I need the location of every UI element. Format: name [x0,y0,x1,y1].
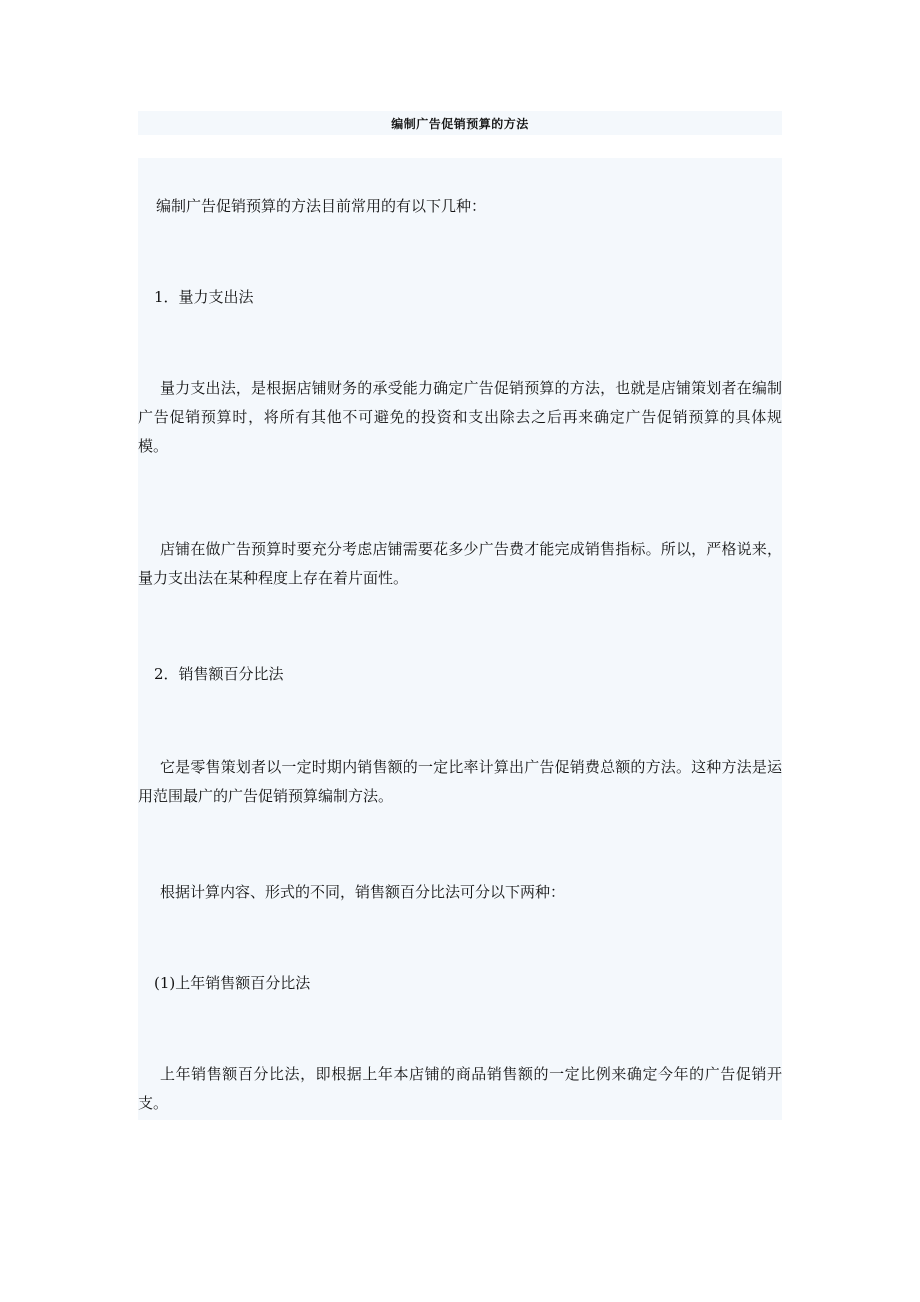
intro-paragraph: 编制广告促销预算的方法目前常用的有以下几种： [156,197,487,215]
subsection-heading-1: (1)上年销售额百分比法 [154,974,311,992]
section-heading-1: 1．量力支出法 [154,288,254,306]
document-title: 编制广告促销预算的方法 [391,116,529,131]
document-body [138,158,782,1120]
paragraph-2: 店铺在做广告预算时要充分考虑店铺需要花多少广告费才能完成销售指标。所以，严格说来，量力支出法在某种程度上存在着片面性。 [138,540,782,587]
paragraph-5: 上年销售额百分比法，即根据上年本店铺的商品销售额的一定比例来确定今年的广告促销开支。 [138,1065,782,1112]
paragraph-4: 根据计算内容、形式的不同，销售额百分比法可分以下两种： [160,883,566,901]
paragraph-1: 量力支出法，是根据店铺财务的承受能力确定广告促销预算的方法，也就是店铺策划者在编制广告促销预算时，将所有其他不可避免的投资和支出除去之后再来确定广告促销预算的具体规模。 [138,379,782,455]
paragraph-3: 它是零售策划者以一定时期内销售额的一定比率计算出广告促销费总额的方法。这种方法是运用范围最广的广告促销预算编制方法。 [138,758,782,805]
title-band [138,111,782,135]
section-heading-2: 2．销售额百分比法 [154,665,284,683]
